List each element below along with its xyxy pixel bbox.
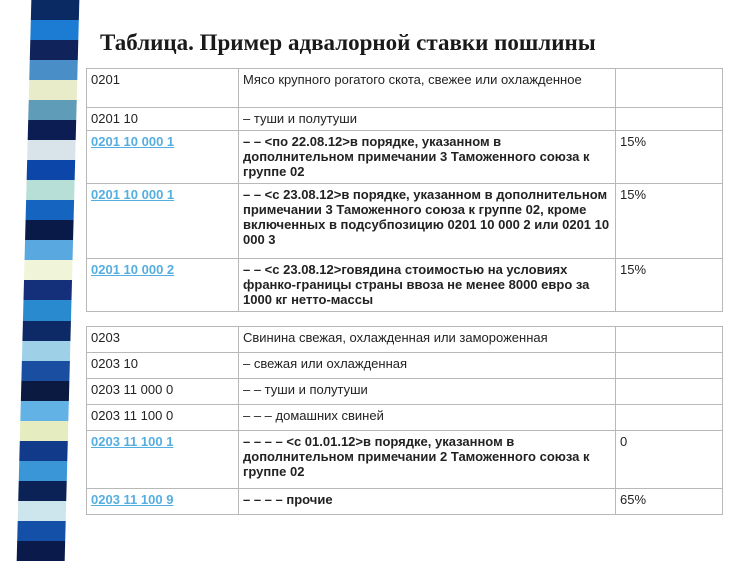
stripe (22, 341, 71, 361)
description-cell: – туши и полутуши (239, 108, 616, 131)
rate-cell: 0 (616, 431, 723, 489)
rate-cell: 65% (616, 489, 723, 515)
stripe (27, 140, 76, 160)
description-cell: – свежая или охлажденная (239, 353, 616, 379)
table-row (87, 405, 723, 431)
stripe (22, 321, 71, 341)
stripe (28, 120, 77, 140)
pork-tariff-table (86, 326, 723, 515)
description-cell: – – – – <с 01.01.12>в порядке, указанном в дополнительном примечании 2 Таможенного союза к группе 02 (239, 431, 616, 489)
stripe (29, 80, 78, 100)
decorative-stripe-bar (17, 0, 80, 561)
tariff-code-link[interactable]: 0201 10 000 1 (87, 131, 239, 184)
rate-cell (616, 379, 723, 405)
code-cell: 0203 11 000 0 (87, 379, 239, 405)
beef-tariff-table (86, 68, 723, 312)
tariff-code-link[interactable]: 0203 11 100 9 (87, 489, 239, 515)
rate-cell (616, 69, 723, 108)
tariff-code-link[interactable]: 0203 11 100 1 (87, 431, 239, 489)
tariff-code-link[interactable]: 0201 10 000 2 (87, 259, 239, 312)
table-row (87, 184, 723, 259)
stripe (26, 200, 75, 220)
stripe (18, 481, 67, 501)
stripe (17, 521, 66, 541)
stripe (20, 401, 69, 421)
code-cell: 0203 (87, 327, 239, 353)
table-row (87, 353, 723, 379)
description-cell: – – <с 23.08.12>в порядке, указанном в дополнительном примечании 3 Таможенного союза к группе 02, кроме включенных в подсубпозицию 0201 10 000 2 или 0201 10 000 3 (239, 184, 616, 259)
stripe (30, 20, 79, 40)
description-cell: Мясо крупного рогатого скота, свежее или охлажденное (239, 69, 616, 108)
stripe (30, 40, 79, 60)
description-cell: – – <по 22.08.12>в порядке, указанном в дополнительном примечании 3 Таможенного союза к группе 02 (239, 131, 616, 184)
table-row (87, 431, 723, 489)
stripe (19, 461, 68, 481)
description-cell: – – – – прочие (239, 489, 616, 515)
stripe (17, 541, 66, 561)
table-row (87, 131, 723, 184)
stripe (21, 361, 70, 381)
table-row (87, 259, 723, 312)
rate-cell: 15% (616, 131, 723, 184)
stripe (24, 260, 73, 280)
table-row (87, 327, 723, 353)
rate-cell (616, 353, 723, 379)
stripe (20, 421, 69, 441)
stripe (19, 441, 68, 461)
code-cell: 0203 10 (87, 353, 239, 379)
page-title: Таблица. Пример адвалорной ставки пошлины (100, 30, 596, 55)
rate-cell (616, 327, 723, 353)
rate-cell (616, 108, 723, 131)
stripe (23, 280, 72, 300)
stripe (31, 0, 80, 20)
table-row (87, 489, 723, 515)
stripe (25, 240, 74, 260)
stripe (25, 220, 74, 240)
description-cell: Свинина свежая, охлажденная или замороженная (239, 327, 616, 353)
code-cell: 0201 (87, 69, 239, 108)
stripe (29, 60, 78, 80)
stripe (18, 501, 67, 521)
tariff-code-link[interactable]: 0201 10 000 1 (87, 184, 239, 259)
stripe (23, 300, 72, 320)
description-cell: – – <с 23.08.12>говядина стоимостью на условиях франко-границы страны ввоза не менее 8000 евро за 1000 кг нетто-массы (239, 259, 616, 312)
stripe (27, 160, 76, 180)
stripe (26, 180, 75, 200)
rate-cell: 15% (616, 184, 723, 259)
table-row (87, 69, 723, 108)
rate-cell: 15% (616, 259, 723, 312)
table-row (87, 379, 723, 405)
description-cell: – – – домашних свиней (239, 405, 616, 431)
code-cell: 0203 11 100 0 (87, 405, 239, 431)
description-cell: – – туши и полутуши (239, 379, 616, 405)
stripe (21, 381, 70, 401)
stripe (28, 100, 77, 120)
table-row (87, 108, 723, 131)
code-cell: 0201 10 (87, 108, 239, 131)
rate-cell (616, 405, 723, 431)
